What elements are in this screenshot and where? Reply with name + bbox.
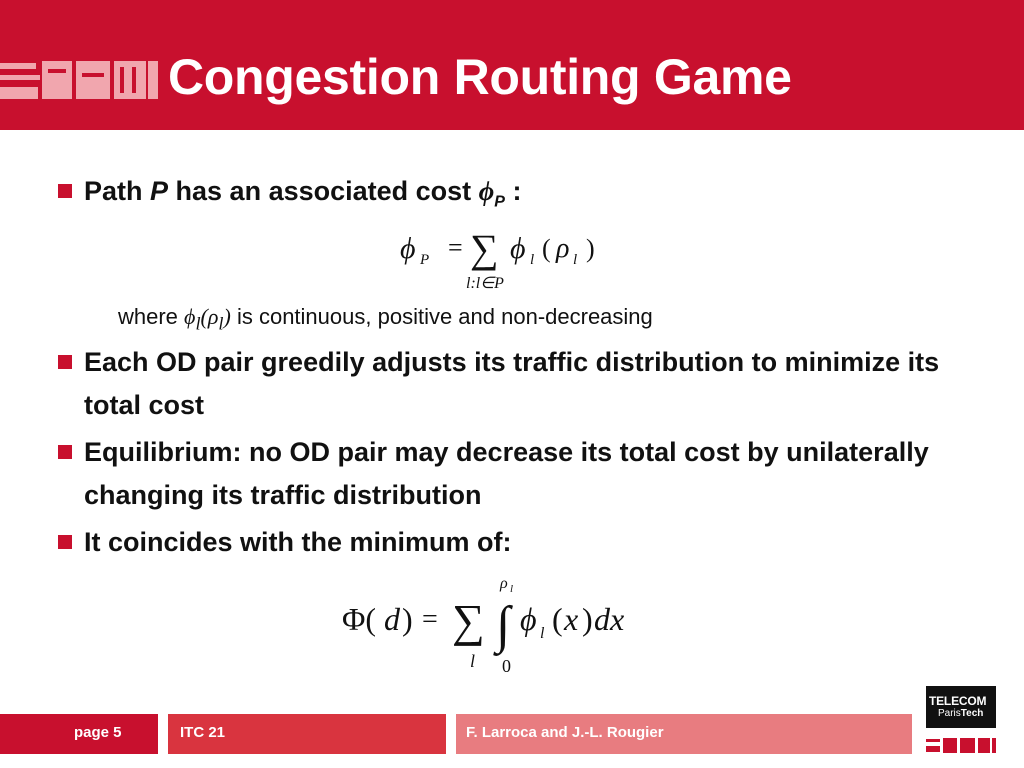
svg-text:∫: ∫: [496, 597, 511, 654]
footer-page-box: [0, 714, 158, 754]
svg-text:P: P: [420, 252, 430, 268]
brand-tech: Tech: [960, 708, 984, 719]
authors: F. Larroca and J.-L. Rougier: [466, 724, 664, 741]
brand-mark-icon: [926, 736, 996, 754]
svg-text:ϕ: ϕ: [520, 601, 537, 637]
svg-text:): ): [582, 601, 593, 637]
svg-text:Φ(: Φ(: [342, 601, 377, 637]
bullet-suffix: :: [504, 176, 522, 206]
svg-text:=: =: [448, 233, 463, 262]
svg-text:ρ: ρ: [556, 233, 570, 264]
where-suffix: is continuous, positive and non-decreasing: [230, 304, 653, 329]
footer-conference-box: [168, 714, 446, 754]
svg-text:): ): [402, 601, 413, 637]
phi-p-symbol: $\phi_P$: [478, 176, 505, 211]
title-bar: [0, 0, 1024, 130]
svg-text:l: l: [573, 252, 578, 268]
brand-line2: [938, 708, 983, 719]
bullet-square-icon: [58, 355, 72, 369]
bullet-list: [58, 170, 988, 227]
where-note: [118, 304, 653, 334]
bullet-equilibrium: [58, 431, 988, 517]
svg-text:ρ: ρ: [500, 575, 508, 592]
phi-rho-symbol: $\phi_l(\rho_l)$: [184, 304, 231, 334]
page-number: page 5: [74, 724, 122, 741]
svg-text:l:l∈P: l:l∈P: [466, 275, 504, 292]
svg-text:d: d: [384, 601, 400, 637]
bullet-middle: has an associated cost: [168, 176, 479, 206]
bullet-square-icon: [58, 184, 72, 198]
bullet-text: Equilibrium: no OD pair may decrease its total cost by unilaterally changing its traffic distribution: [84, 437, 929, 510]
bullet-greedy: [58, 341, 988, 427]
brand-box: [926, 686, 996, 728]
svg-text:l: l: [470, 651, 476, 671]
brand-paris: Paris: [938, 708, 961, 719]
svg-text:l: l: [510, 583, 514, 595]
potential-equation: [330, 572, 660, 677]
svg-text:ϕ: ϕ: [400, 232, 416, 265]
svg-text:=: =: [422, 604, 438, 635]
conference-name: ITC 21: [180, 724, 226, 741]
bullet-prefix: Path: [84, 176, 151, 206]
path-symbol: P: [150, 176, 169, 206]
path-cost-equation: [400, 228, 630, 292]
bullet-minimum: [58, 521, 988, 564]
slide-title: Congestion Routing Game: [168, 49, 792, 105]
svg-text:l: l: [530, 252, 535, 268]
svg-text:∑: ∑: [452, 595, 485, 646]
svg-text:(: (: [542, 234, 551, 263]
svg-text:ϕ: ϕ: [510, 232, 526, 265]
svg-text:dx: dx: [594, 601, 625, 637]
bullet-text: It coincides with the minimum of:: [84, 527, 512, 557]
svg-text:0: 0: [502, 656, 511, 676]
svg-text:∑: ∑: [470, 228, 499, 271]
svg-text:(: (: [552, 601, 563, 637]
where-prefix: where: [118, 304, 185, 329]
svg-text:): ): [586, 234, 595, 263]
svg-text:l: l: [540, 625, 545, 642]
school-logo-icon: [0, 55, 160, 105]
bullet-square-icon: [58, 445, 72, 459]
bullet-list-2: [58, 341, 988, 568]
footer-authors-box: [456, 714, 912, 754]
bullet-path-cost: [58, 170, 988, 223]
svg-text:x: x: [564, 601, 579, 637]
brand-line1: TELECOM: [929, 694, 987, 708]
bullet-square-icon: [58, 535, 72, 549]
telecom-paristech-logo: [926, 686, 996, 756]
bullet-text: Each OD pair greedily adjusts its traffic distribution to minimize its total cost: [84, 347, 940, 420]
